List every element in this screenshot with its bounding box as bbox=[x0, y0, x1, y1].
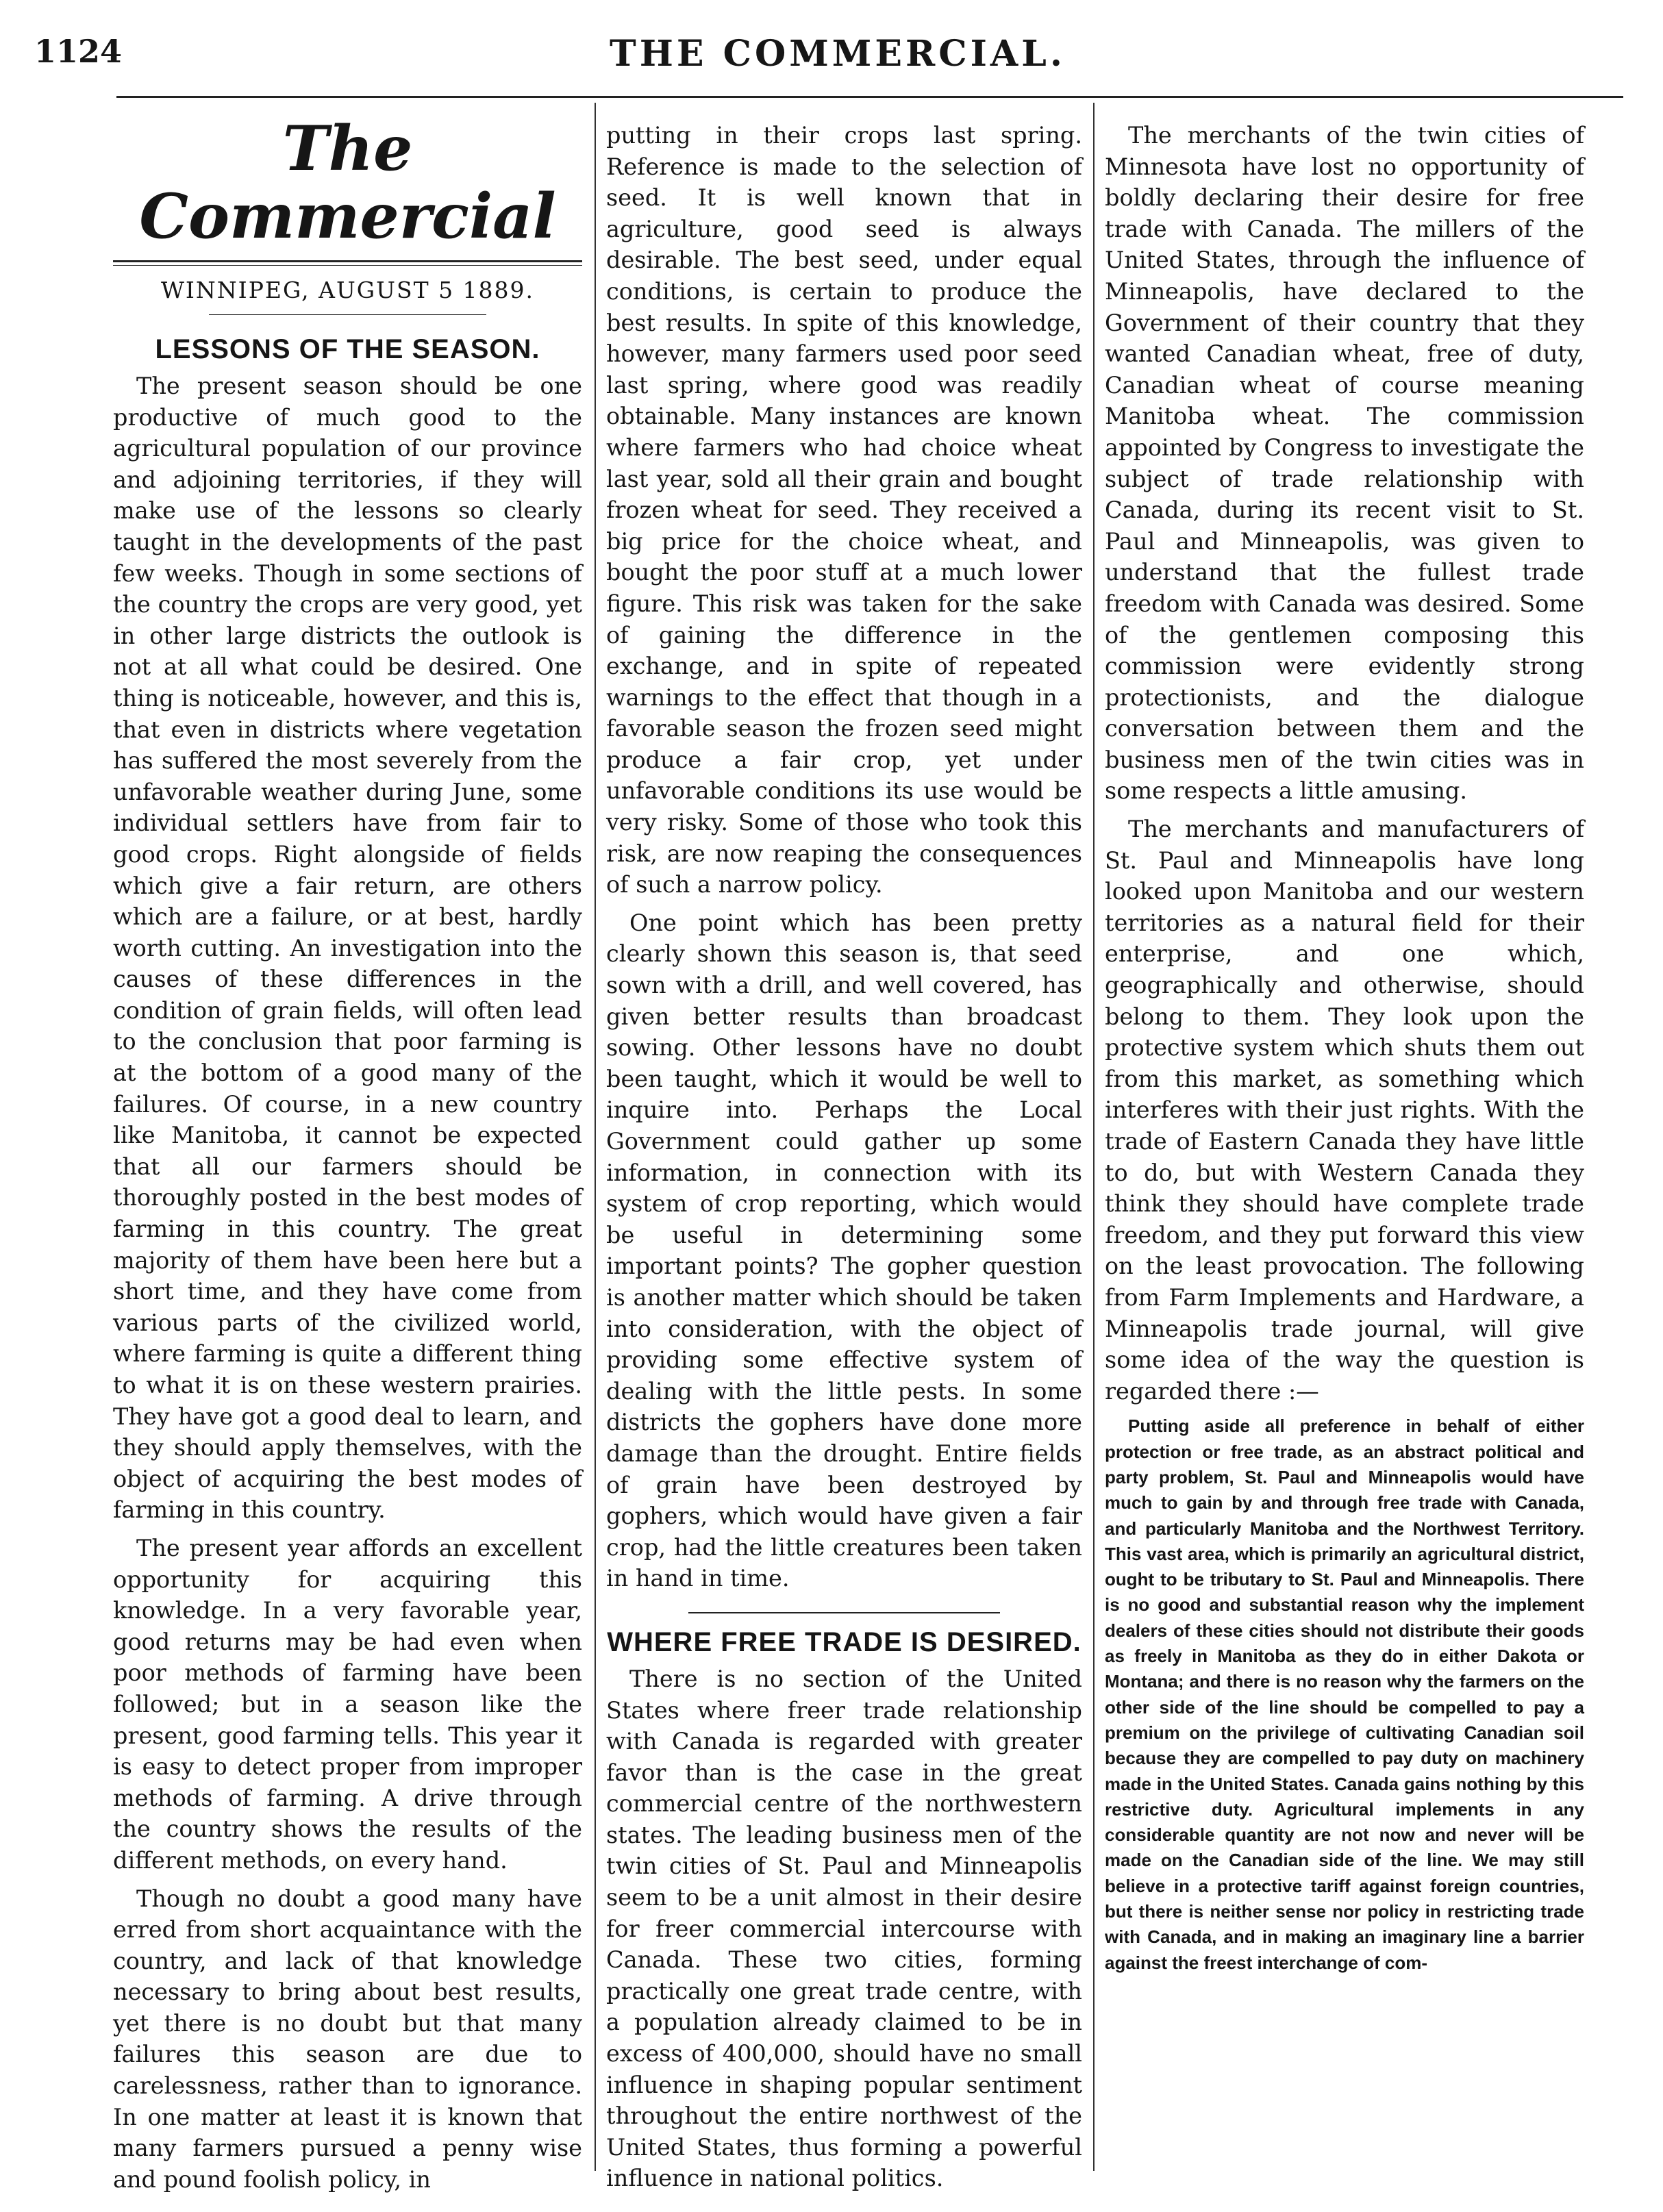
column-2 bbox=[606, 120, 1082, 2201]
page-number: 1124 bbox=[34, 33, 123, 70]
article-headline: LESSONS OF THE SEASON. bbox=[155, 334, 540, 364]
article-paragraph: One point which has been pretty clearly shown this season is, that seed sown with a drill, and well covered, has given better results than broadcast sowing. Other lessons have no doubt been taught, which it would be well to inquire into. Perhaps the Local Government could gather up some information, in connection with its system of crop reporting, which would be useful in determining some important points? The gopher question is another matter which should be taken into consideration, with the object of providing some effective system of dealing with the little pests. In some districts the gophers have done more damage than the drought. Entire fields of grain have been destroyed by gophers, which would have given a fair crop, had the little creatures been taken in hand in time. bbox=[606, 909, 1082, 1592]
masthead-rule bbox=[113, 265, 582, 266]
quoted-excerpt bbox=[1105, 1413, 1584, 1976]
masthead-rule bbox=[113, 260, 582, 262]
article-paragraph: The merchants and manufacturers of St. Paul and Minneapolis have long looked upon Manitoba and our western territories as a natural field for their enterprise, and one which, geographically and otherwise, should belong to them. They look upon the protective system which shuts them out from this market, as something which interferes with their just rights. With the trade of Eastern Canada they have little to do, but with Western Canada they think they should have complete trade freedom, and they put forward this view on the least provocation. The following from Farm Implements and Hardware, a Minneapolis trade journal, will give some idea of the way the question is regarded there :— bbox=[1105, 816, 1584, 1405]
article-paragraph: putting in their crops last spring. Reference is made to the selection of seed. It is well known that in agriculture, good seed is always desirable. The best seed, under equal conditions, is certain to produce the best results. In spite of this knowledge, however, many farmers used poor seed last spring, where good was readily obtainable. Many instances are known where farmers who had choice wheat last year, sold all their grain and bought frozen wheat for seed. They received a big price for the choice wheat, and bought the poor stuff at a much lower figure. This risk was taken for the sake of gaining the difference in the exchange, and in spite of repeated warnings to the effect that though in a favorable season the frozen seed might produce a fair crop, yet under unfavorable conditions its use would be very risky. Some of those who took this risk, are now reaping the consequences of such a narrow policy. bbox=[606, 122, 1082, 898]
article-paragraph: The present year affords an excellent opportunity for acquiring this knowledge. In a very favorable year, good returns may be had even when poor methods of farming have been followed; but in a season like the present, good farming tells. This year it is easy to detect proper from improper methods of farming. A drive through the country shows the results of the different methods, on every hand. bbox=[113, 1534, 582, 1874]
article-paragraph: There is no section of the United States where freer trade relationship with Canada is regarded with greater favor than is the case in the great commercial centre of the northwestern states. The leading business men of the twin cities of St. Paul and Minneapolis seem to be a unit almost in their desire for freer commercial intercourse with Canada. These two cities, forming practically one great trade centre, with a population already claimed to be in excess of 400,000, should have no small influence in shaping popular sentiment throughout the entire northwest of the United States, thus forming a powerful influence in national politics. bbox=[606, 1665, 1082, 2192]
article-headline: WHERE FREE TRADE IS DESIRED. bbox=[607, 1626, 1081, 1657]
article-paragraph: Though no doubt a good many have erred from short acquaintance with the country, and lack of that knowledge necessary to bring about best results, yet there is no doubt but that many failures this season are due to carelessness, rather than to ignorance. In one matter at least it is known that many farmers pursued a penny wise and pound foolish policy, in bbox=[113, 1885, 582, 2193]
journal-title: THE COMMERCIAL. bbox=[610, 33, 1066, 75]
article-paragraph: The present season should be one productive of much good to the agricultural population of our province and adjoining territories, if they will make use of the lessons so clearly taught in the developments of the past few weeks. Though in some sections of the country the crops are very good, yet in other large districts the outlook is not at all what could be desired. One thing is noticeable, however, and this is, that even in districts where vegetation has suffered the most severely from the unfavorable weather during June, some individual settlers have from fair to good crops. Right alongside of fields which give a fair return, are others which are a failure, or at best, hardly worth cutting. An investigation into the causes of these differences in the condition of grain fields, will often lead to the conclusion that poor farming is at the bottom of a good many of the failures. Of course, in a new country like Manitoba, it cannot be expected that all our farmers should be thoroughly posted in the best modes of farming in this country. The great majority of them have been here but a short time, and they have come from various parts of the civilized world, where farming is quite a different thing to what it is on these western prairies. They have got a good deal to learn, and they should apply themselves, with the object of acquiring the best modes of farming in this country. bbox=[113, 373, 582, 1524]
section-rule bbox=[688, 1612, 1000, 1613]
quote-paragraph: Putting aside all preference in behalf of either protection or free trade, as an abstract political and party problem, St. Paul and Minneapolis would have much to gain by and through free trade with Canada, and particularly Manitoba and the Northwest Territory. This vast area, which is primarily an agricultural district, ought to be tributary to St. Paul and Minneapolis. There is no good and substantial reason why the implement dealers of these cities should not distribute their goods as freely in Manitoba as they do in either Dakota or Montana; and there is no reason why the farmers on the other side of the line should be compelled to pay a premium on the privilege of cultivating Canadian soil because they are compelled to pay duty on machinery made in the United States. Canada gains nothing by this restrictive duty. Agricultural implements in any considerable quantity are not now and never will be made on the Canadian side of the line. We may still believe in a protective tariff against foreign countries, but there is neither sense nor policy in restricting trade with Canada, and in making an imaginary line a barrier against the freest interchange of com- bbox=[1105, 1416, 1584, 1973]
masthead-title: The Commercial bbox=[139, 112, 556, 253]
running-head bbox=[0, 33, 1663, 81]
column-divider bbox=[1093, 103, 1095, 2171]
dateline-rule bbox=[209, 314, 486, 315]
header-rule bbox=[116, 96, 1623, 98]
article-paragraph: The merchants of the twin cities of Minnesota have lost no opportunity of boldly declaring their desire for free trade with Canada. The millers of the United States, through the influence of Minneapolis, have declared to the Government of their country that they wanted Canadian wheat, free of duty, Canadian wheat of course meaning Manitoba wheat. The commission appointed by Congress to investigate the subject of trade relationship with Canada, during its recent visit to St. Paul and Minneapolis, was given to understand that the fullest trade freedom with Canada was desired. Some of the gentlemen composing this commission were evidently strong protectionists, and the dialogue conversation between them and the business men of the twin cities was in some respects a little amusing. bbox=[1105, 122, 1584, 805]
column-1 bbox=[113, 103, 582, 2202]
column-divider bbox=[595, 103, 596, 2171]
dateline: WINNIPEG, AUGUST 5 1889. bbox=[160, 277, 535, 303]
column-3 bbox=[1105, 120, 1584, 1983]
